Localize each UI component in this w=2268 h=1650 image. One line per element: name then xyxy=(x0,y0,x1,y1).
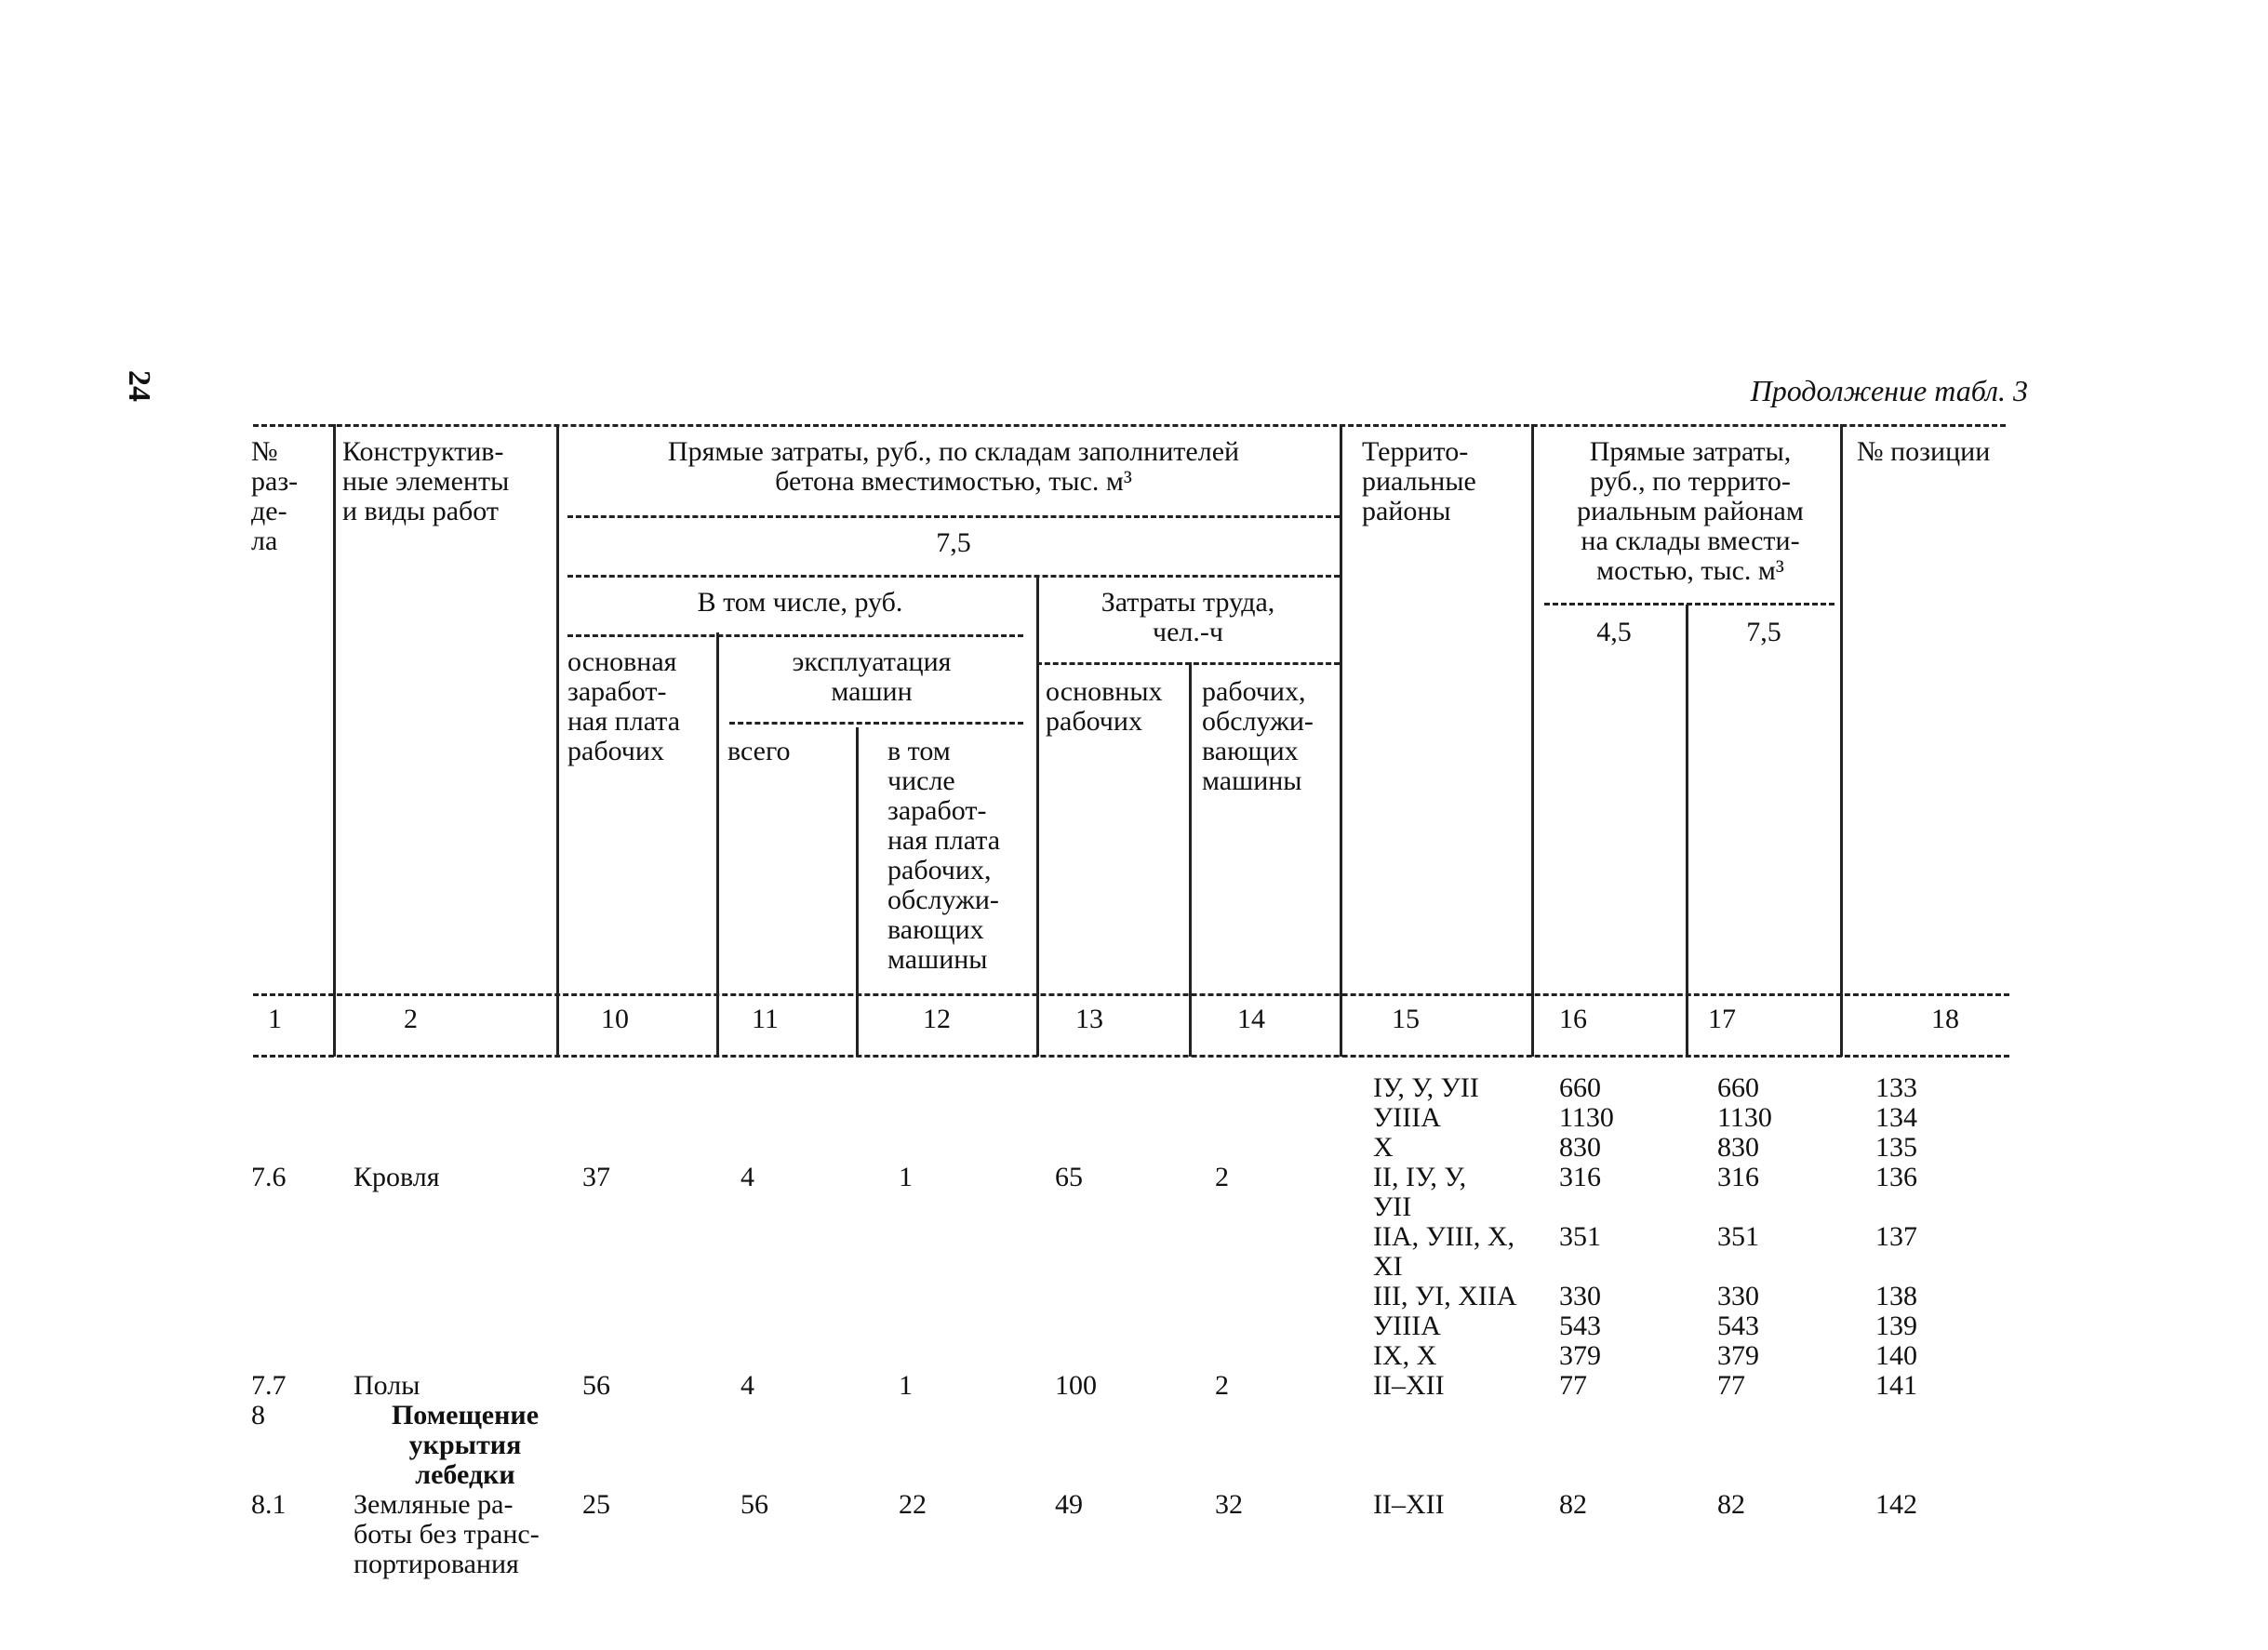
col-divider xyxy=(1189,662,1192,1057)
header-total: всего xyxy=(727,736,791,766)
col-number: 14 xyxy=(1237,1004,1265,1034)
table-cell: 1 xyxy=(899,1162,913,1192)
table-cell: 56 xyxy=(740,1489,768,1520)
table-row-element: Кровля xyxy=(354,1162,440,1192)
table-cell: 100 xyxy=(1055,1370,1097,1401)
table-cell: 2 xyxy=(1215,1370,1229,1401)
header-capacity: 7,5 xyxy=(936,527,971,558)
cost-4-5-column: 660 1130 830 316 351 330 543 379 77 xyxy=(1559,1072,1614,1401)
col-number: 11 xyxy=(752,1004,779,1034)
header-machine-op: эксплуатация машин xyxy=(792,646,952,707)
table-cell: 4 xyxy=(740,1162,754,1192)
header-regions: Террито- риальные районы xyxy=(1362,436,1476,526)
cost-7-5-column: 660 1130 830 316 351 330 543 379 77 xyxy=(1717,1072,1772,1401)
col-divider xyxy=(1531,424,1534,1057)
col-divider xyxy=(856,727,859,1057)
table-cell: 22 xyxy=(899,1489,927,1520)
table-row-element: Полы xyxy=(354,1370,420,1401)
col-number: 12 xyxy=(923,1004,951,1034)
header-position: № позиции xyxy=(1857,436,1991,467)
table-row-section: 8.1 xyxy=(251,1489,287,1520)
header-service-workers: рабочих, обслужи- вающих машины xyxy=(1202,676,1314,796)
col-divider xyxy=(333,424,336,1057)
table-caption: Продолжение табл. 3 xyxy=(1750,374,2028,407)
table-cell: 4 xyxy=(740,1370,754,1401)
table-row-section: 7.6 xyxy=(251,1162,287,1192)
table-cell: 25 xyxy=(582,1489,610,1520)
header-main-workers: основных рабочих xyxy=(1046,676,1163,737)
col-number: 13 xyxy=(1075,1004,1103,1034)
header-rule xyxy=(567,575,1340,578)
col-number: 16 xyxy=(1559,1004,1587,1034)
position-column: 133 134 135 136 137 138 139 140 141 xyxy=(1875,1072,1917,1401)
header-section-no: № раз- де- ла xyxy=(251,436,299,556)
table-cell: 49 xyxy=(1055,1489,1083,1520)
regions-column: IУ, У, УII УIIIА Х II, IУ, У, УII IIА, УIII, Х, ХI III, УI, ХIIА УIIIА IХ, Х II–ХII xyxy=(1373,1072,1517,1401)
table-row-element: Земляные ра- боты без транс- портирования xyxy=(354,1489,540,1579)
col-number: 18 xyxy=(1931,1004,1959,1034)
header-base-wage: основная заработ- ная плата рабочих xyxy=(567,646,681,766)
table-row-section: 7.7 8 xyxy=(251,1370,287,1430)
header-labor: Затраты труда, чел.-ч xyxy=(1101,587,1275,647)
header-rule xyxy=(729,722,1023,725)
col-number: 15 xyxy=(1392,1004,1420,1034)
header-cap1: 4,5 xyxy=(1596,617,1632,647)
header-rule xyxy=(1544,603,1834,605)
table-cell: 82 xyxy=(1717,1489,1745,1520)
header-rule xyxy=(567,515,1340,518)
table-cell: 32 xyxy=(1215,1489,1243,1520)
page-number: 24 xyxy=(122,370,156,402)
header-rule xyxy=(567,634,1023,637)
table-cell: 1 xyxy=(899,1370,913,1401)
table-cell-region: II–ХII xyxy=(1373,1489,1445,1520)
table-row-subheading: Помещение укрытия лебедки xyxy=(391,1400,540,1490)
col-divider xyxy=(1340,424,1342,1057)
col-divider xyxy=(556,424,559,1057)
table-cell: 2 xyxy=(1215,1162,1229,1192)
table-cell: 65 xyxy=(1055,1162,1083,1192)
table-cell: 56 xyxy=(582,1370,610,1401)
header-rule xyxy=(1036,662,1340,665)
table-cell: 37 xyxy=(582,1162,610,1192)
col-number: 10 xyxy=(601,1004,629,1034)
header-incl-rub: В том числе, руб. xyxy=(697,587,903,618)
header-region-costs: Прямые затраты, руб., по террито- риальным районам на склады вмести- мостью, тыс. м³ xyxy=(1577,436,1804,586)
table-cell: 142 xyxy=(1875,1489,1917,1520)
header-cap2: 7,5 xyxy=(1746,617,1781,647)
table-top-rule xyxy=(253,424,2006,427)
col-divider xyxy=(1686,605,1688,1057)
header-direct-costs: Прямые затраты, руб., по складам заполнителей бетона вместимостью, тыс. м³ xyxy=(667,436,1240,497)
col-number: 1 xyxy=(268,1004,282,1034)
col-number: 17 xyxy=(1708,1004,1736,1034)
col-number: 2 xyxy=(404,1004,418,1034)
col-divider xyxy=(1036,577,1039,1057)
header-incl-wage: в том числе заработ- ная плата рабочих, обслужи- вающих машины xyxy=(887,736,1001,975)
colnum-bottom-rule xyxy=(253,1055,2009,1058)
header-elements: Конструктив- ные элементы и виды работ xyxy=(342,436,510,526)
colnum-top-rule xyxy=(253,993,2009,996)
table-cell: 82 xyxy=(1559,1489,1587,1520)
